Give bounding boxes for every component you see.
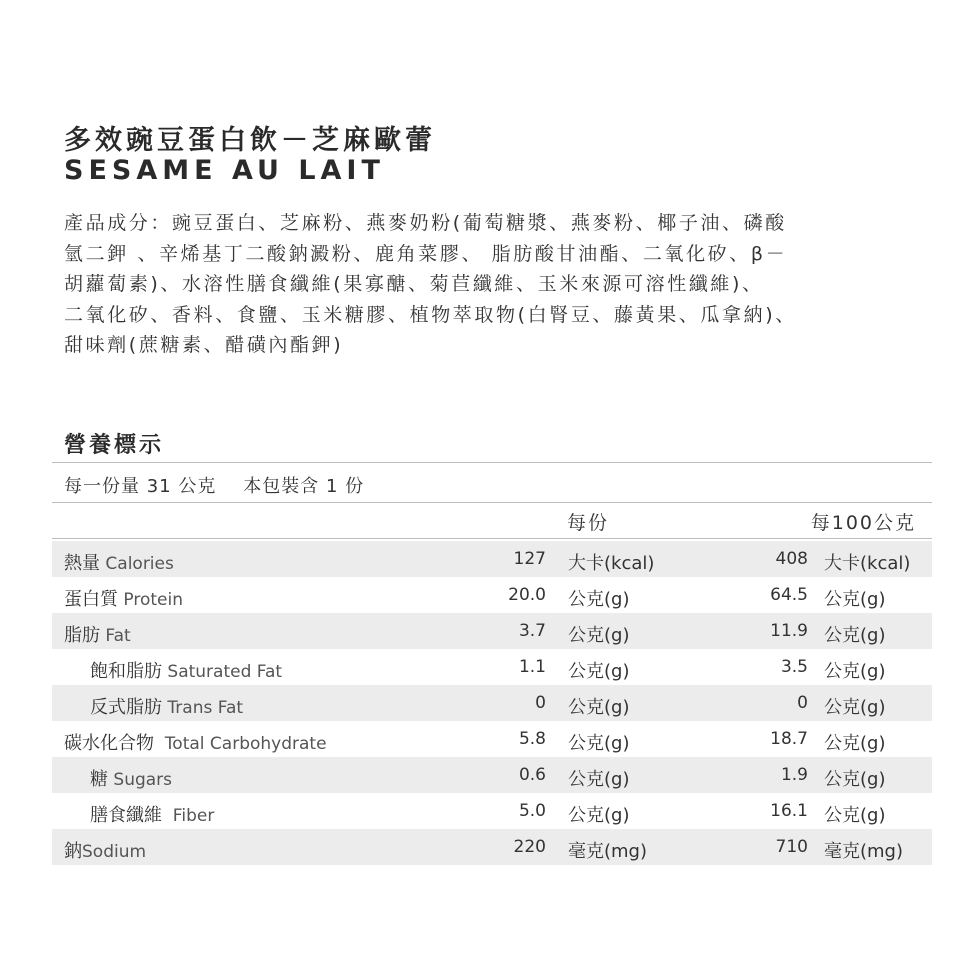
ingredients-line: 甜味劑(蔗糖素、醋磺內酯鉀) bbox=[64, 334, 344, 356]
per-100g-unit: 公克(g) bbox=[824, 769, 886, 790]
nutrition-row-sugars bbox=[52, 757, 932, 793]
per-serving-unit: 公克(g) bbox=[568, 589, 630, 610]
divider bbox=[52, 462, 932, 463]
per-serving-unit: 大卡(kcal) bbox=[568, 553, 655, 574]
per-serving-unit: 公克(g) bbox=[568, 805, 630, 826]
per-serving-value: 220 bbox=[513, 837, 546, 857]
per-serving-unit: 公克(g) bbox=[568, 625, 630, 646]
nutrient-label bbox=[90, 765, 172, 791]
per-100g-unit: 公克(g) bbox=[824, 625, 886, 646]
ingredients-line: 產品成分：豌豆蛋白、芝麻粉、燕麥奶粉(葡萄糖漿、燕麥粉、椰子油、磷酸 bbox=[64, 212, 787, 234]
ingredients-list bbox=[64, 208, 944, 361]
nutrient-label bbox=[64, 837, 146, 863]
nutrient-name-en: Sodium bbox=[82, 842, 147, 862]
nutrient-name-en: Saturated Fat bbox=[162, 662, 283, 682]
per-100g-value: 710 bbox=[775, 837, 808, 857]
per-serving-unit: 公克(g) bbox=[568, 661, 630, 682]
nutrient-label bbox=[90, 801, 214, 827]
nutrition-row-fiber bbox=[52, 793, 932, 829]
product-title-english: SESAME AU LAIT bbox=[64, 155, 385, 186]
per-100g-value: 1.9 bbox=[780, 765, 808, 785]
per-serving-value: 127 bbox=[513, 549, 546, 569]
nutrient-name-en: Fiber bbox=[162, 806, 215, 826]
per-100g-unit: 公克(g) bbox=[824, 589, 886, 610]
per-serving-value: 20.0 bbox=[508, 585, 546, 605]
per-100g-unit: 公克(g) bbox=[824, 661, 886, 682]
per-100g-unit: 毫克(mg) bbox=[824, 841, 904, 862]
nutrient-name-zh: 脂肪 bbox=[64, 625, 100, 646]
per-serving-unit: 公克(g) bbox=[568, 697, 630, 718]
nutrient-label bbox=[64, 729, 327, 755]
nutrient-label bbox=[64, 549, 174, 575]
nutrient-name-zh: 蛋白質 bbox=[64, 589, 118, 610]
nutrient-name-zh: 飽和脂肪 bbox=[90, 661, 162, 682]
ingredients-line: 氫二鉀 、辛烯基丁二酸鈉澱粉、鹿角菜膠、 脂肪酸甘油酯、二氧化矽、β－ bbox=[64, 242, 788, 265]
nutrient-name-en: Fat bbox=[100, 626, 131, 646]
nutrient-label bbox=[64, 621, 131, 647]
nutrient-name-zh: 鈉 bbox=[64, 841, 82, 862]
per-100g-value: 64.5 bbox=[770, 585, 808, 605]
serving-size: 每一份量 31 公克 本包裝含 1 份 bbox=[64, 476, 365, 497]
per-serving-value: 0.6 bbox=[518, 765, 546, 785]
column-header-per-serving: 每份 bbox=[567, 512, 610, 534]
nutrition-row-trans-fat bbox=[52, 685, 932, 721]
nutrient-name-zh: 膳食纖維 bbox=[90, 805, 162, 826]
per-serving-value: 5.8 bbox=[518, 729, 546, 749]
per-serving-value: 3.7 bbox=[518, 621, 546, 641]
nutrient-name-en: Calories bbox=[100, 554, 174, 574]
per-serving-value: 5.0 bbox=[518, 801, 546, 821]
nutrient-name-en: Sugars bbox=[108, 770, 173, 790]
per-serving-value: 1.1 bbox=[518, 657, 546, 677]
nutrient-label bbox=[64, 585, 183, 611]
nutrition-row-protein bbox=[52, 577, 932, 613]
product-title-chinese: 多效豌豆蛋白飲－芝麻歐蕾 bbox=[64, 125, 436, 156]
divider bbox=[52, 502, 932, 503]
nutrition-row-calories bbox=[52, 541, 932, 577]
nutrient-name-en: Protein bbox=[118, 590, 183, 610]
per-100g-value: 18.7 bbox=[770, 729, 808, 749]
nutrient-label bbox=[90, 693, 243, 719]
per-serving-value: 0 bbox=[535, 693, 546, 713]
divider bbox=[52, 538, 932, 539]
nutrient-name-en: Trans Fat bbox=[162, 698, 244, 718]
nutrient-label bbox=[90, 657, 282, 683]
per-100g-value: 16.1 bbox=[770, 801, 808, 821]
per-100g-value: 11.9 bbox=[770, 621, 808, 641]
per-serving-unit: 公克(g) bbox=[568, 769, 630, 790]
column-header-per-100g: 每100公克 bbox=[810, 512, 916, 534]
nutrition-row-saturated-fat bbox=[52, 649, 932, 685]
nutrient-name-zh: 糖 bbox=[90, 769, 108, 790]
nutrition-row-carbohydrate bbox=[52, 721, 932, 757]
ingredients-line: 二氧化矽、香料、食鹽、玉米糖膠、植物萃取物(白腎豆、藤黃果、瓜拿納)、 bbox=[64, 303, 797, 326]
per-100g-value: 0 bbox=[797, 693, 808, 713]
ingredients-line: 胡蘿蔔素)、水溶性膳食纖維(果寡醣、菊苣纖維、玉米來源可溶性纖維)、 bbox=[64, 273, 764, 295]
nutrient-name-en: Total Carbohydrate bbox=[154, 734, 327, 754]
per-100g-value: 3.5 bbox=[780, 657, 808, 677]
per-100g-unit: 公克(g) bbox=[824, 733, 886, 754]
per-100g-unit: 大卡(kcal) bbox=[824, 553, 911, 574]
per-100g-value: 408 bbox=[775, 549, 808, 569]
nutrient-name-zh: 反式脂肪 bbox=[90, 697, 162, 718]
per-100g-unit: 公克(g) bbox=[824, 697, 886, 718]
nutrition-header: 營養標示 bbox=[64, 433, 165, 458]
nutrient-name-zh: 熱量 bbox=[64, 553, 100, 574]
nutrient-name-zh: 碳水化合物 bbox=[64, 733, 154, 754]
per-100g-unit: 公克(g) bbox=[824, 805, 886, 826]
per-serving-unit: 毫克(mg) bbox=[568, 841, 648, 862]
per-serving-unit: 公克(g) bbox=[568, 733, 630, 754]
nutrition-row-fat bbox=[52, 613, 932, 649]
nutrition-row-sodium bbox=[52, 829, 932, 865]
